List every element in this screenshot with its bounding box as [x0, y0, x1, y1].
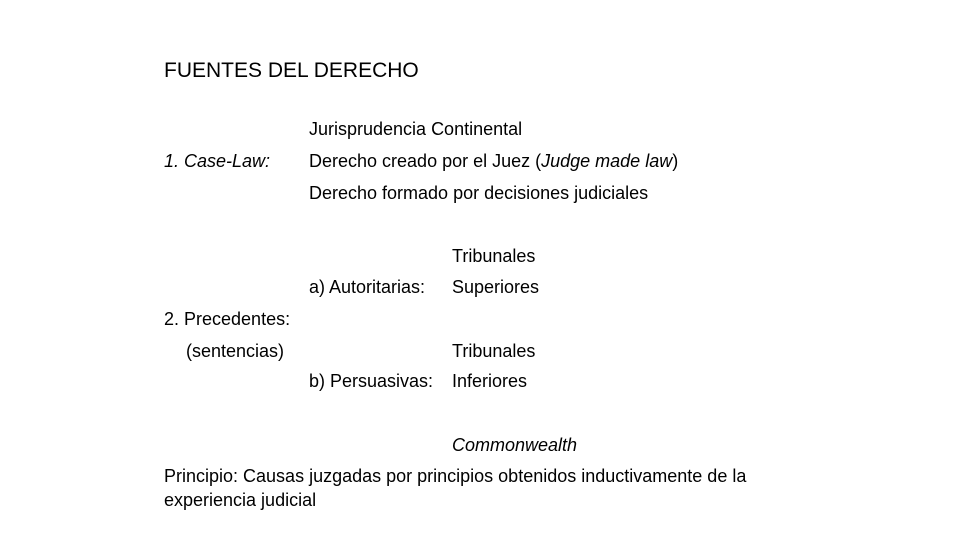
case-law-label: 1. Case-Law:	[164, 151, 271, 171]
precedentes-label: 2. Precedentes:	[164, 309, 291, 329]
persuasivas-label: b) Persuasivas:	[309, 371, 434, 391]
case-law-line-2-suffix: )	[672, 151, 679, 171]
autoritarias-value: Superiores	[452, 277, 540, 297]
autoritarias-tribunales: Tribunales	[452, 246, 536, 266]
autoritarias-label: a) Autoritarias:	[309, 277, 426, 297]
case-law-line-2-prefix: Derecho creado por el Juez (	[309, 151, 542, 171]
persuasivas-value: Inferiores	[452, 371, 528, 391]
commonwealth-label: Commonwealth	[452, 435, 578, 455]
page-title: FUENTES DEL DERECHO	[164, 59, 419, 82]
principio-text: Principio: Causas juzgadas por principios obtenidos inductivamente de la experiencia judicial	[164, 466, 747, 510]
persuasivas-tribunales: Tribunales	[452, 341, 536, 361]
case-law-line-2	[309, 150, 678, 172]
case-law-line-1: Jurisprudencia Continental	[309, 119, 523, 139]
case-law-line-3: Derecho formado por decisiones judiciales	[309, 183, 649, 203]
case-law-line-2-italic: Judge made law	[541, 151, 673, 171]
precedentes-sublabel: (sentencias)	[186, 341, 285, 361]
